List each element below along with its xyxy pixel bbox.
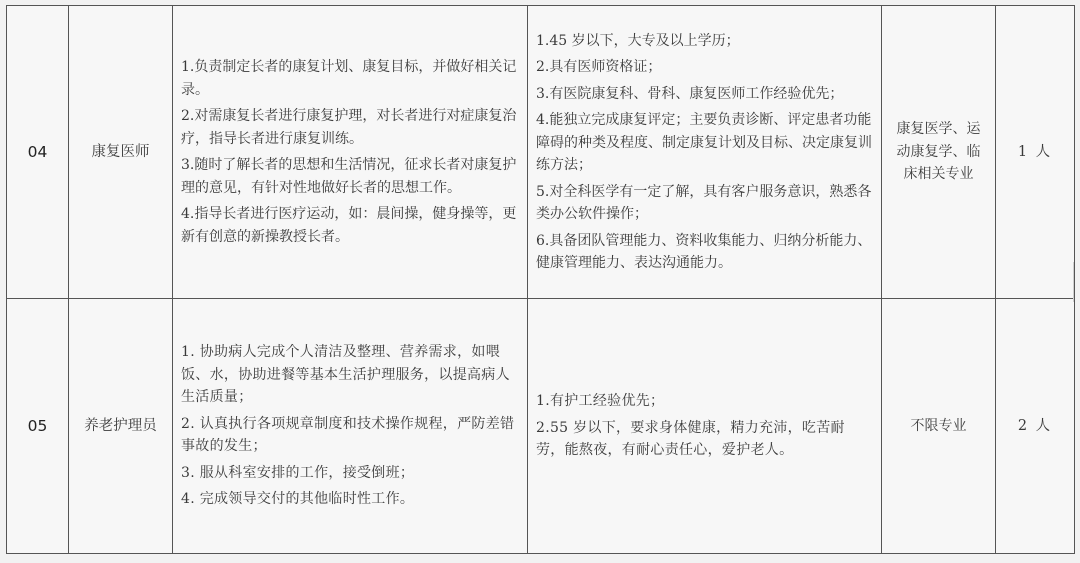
row-number: 05: [7, 299, 69, 554]
duty-item: 1. 协助病人完成个人清洁及整理、营养需求，如喂饭、水，协助进餐等基本生活护理服务，以提高病人生活质量；: [181, 344, 510, 406]
major-cell: 不限专业: [882, 299, 996, 554]
duties-cell: [173, 6, 528, 299]
duty-item: 2.对需康复长者进行康复护理，对长者进行对症康复治疗，指导长者进行康复训练。: [181, 108, 517, 147]
requirement-item: 1.45 岁以下，大专及以上学历；: [536, 32, 740, 49]
table-row: [7, 299, 1075, 554]
requirement-item: 4.能独立完成康复评定；主要负责诊断、评定患者功能障碍的种类及程度、制定康复计划及目标、决定康复训练方法；: [536, 112, 872, 173]
position-name: 养老护理员: [69, 299, 173, 554]
duty-item: 4. 完成领导交付的其他临时性工作。: [181, 491, 415, 508]
page-edge-mark: [1073, 262, 1080, 302]
requirement-item: 3.有医院康复科、骨科、康复医师工作经验优先；: [536, 85, 844, 102]
requirement-item: 6.具备团队管理能力、资料收集能力、归纳分析能力、健康管理能力、表达沟通能力。: [536, 232, 872, 271]
requirement-item: 2.55 岁以下，要求身体健康，精力充沛，吃苦耐劳，能熬夜，有耐心责任心，爱护老人。: [536, 419, 845, 459]
duty-item: 4.指导长者进行医疗运动，如：晨间操，健身操等，更新有创意的新操教授长者。: [181, 206, 517, 245]
requirements-cell: [528, 6, 882, 299]
job-table: [6, 5, 1075, 554]
duty-item: 3. 服从科室安排的工作，接受倒班；: [181, 464, 415, 481]
headcount-cell: 1 人: [996, 6, 1075, 299]
table-row: [7, 6, 1075, 299]
requirement-item: 2.具有医师资格证；: [536, 59, 662, 75]
duty-item: 2. 认真执行各项规章制度和技术操作规程，严防差错事故的发生；: [181, 415, 515, 455]
duty-item: 3.随时了解长者的思想和生活情况，征求长者对康复护理的意见，有针对性地做好长者的思想工作。: [181, 157, 517, 196]
requirements-cell: [528, 299, 882, 554]
position-name: 康复医师: [69, 6, 173, 299]
major-cell: 康复医学、运动康复学、临床相关专业: [882, 6, 996, 299]
duties-cell: [173, 299, 528, 554]
requirement-item: 1.有护工经验优先；: [536, 393, 665, 410]
duty-item: 1.负责制定长者的康复计划、康复目标，并做好相关记录。: [181, 59, 517, 98]
headcount-cell: 2 人: [996, 299, 1075, 554]
requirement-item: 5.对全科医学有一定了解，具有客户服务意识，熟悉各类办公软件操作；: [536, 183, 872, 222]
row-number: 04: [7, 6, 69, 299]
